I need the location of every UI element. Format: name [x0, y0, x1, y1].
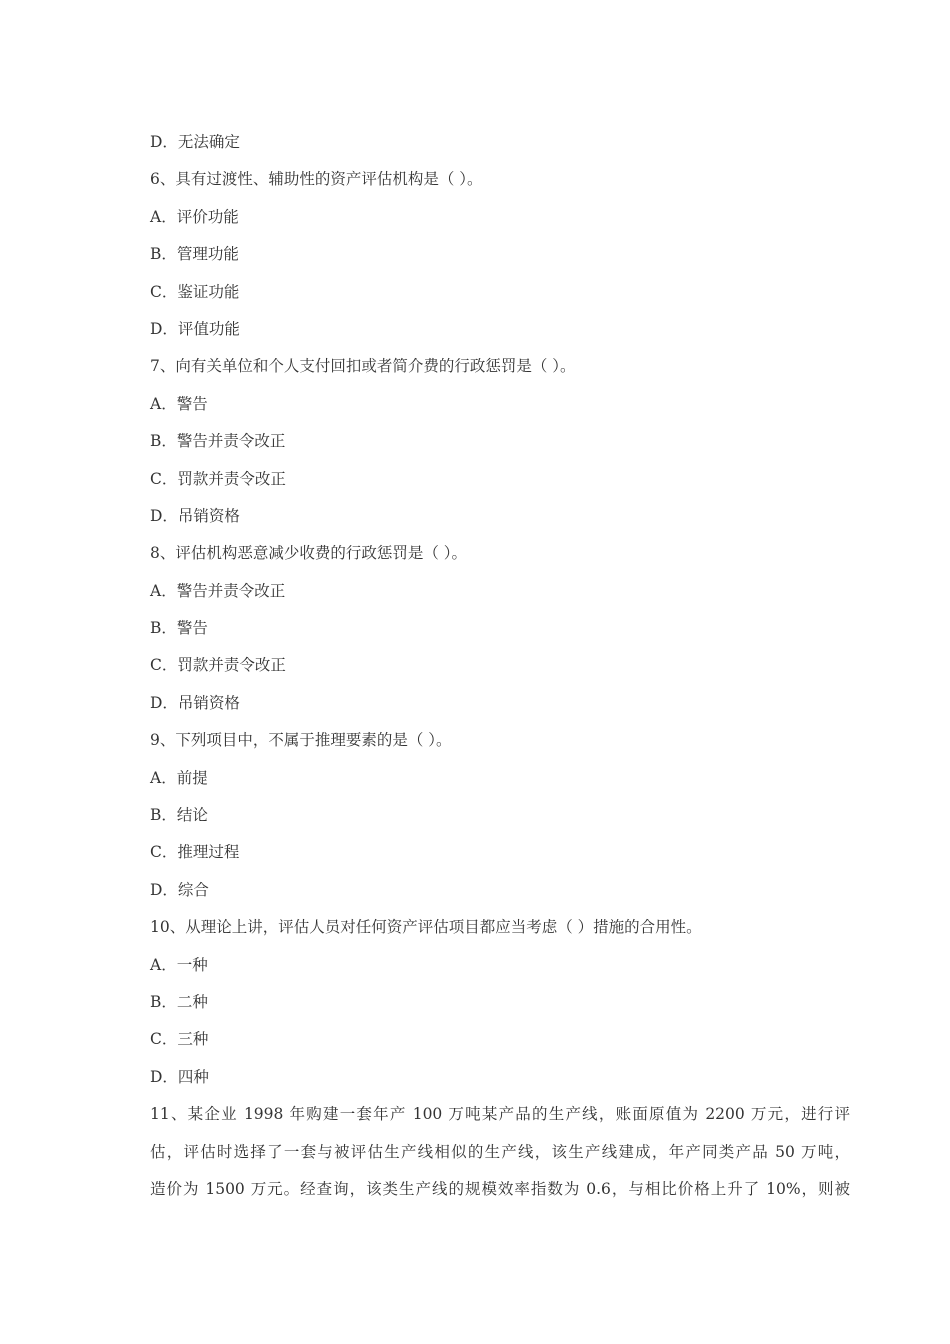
question-11-line-3: 造价为 1500 万元。经查询，该类生产线的规模效率指数为 0.6，与相比价格上升了 10%，则被 — [150, 1179, 850, 1198]
question-9: 9、下列项目中，不属于推理要素的是（ ）。 — [150, 731, 452, 750]
question-11 — [150, 1096, 850, 1208]
option-9a: A．前提 — [150, 768, 208, 787]
question-7: 7、向有关单位和个人支付回扣或者简介费的行政惩罚是（ ）。 — [150, 357, 576, 376]
option-8a: A．警告并责令改正 — [150, 581, 286, 600]
question-11-line-1: 11、某企业 1998 年购建一套年产 100 万吨某产品的生产线，账面原值为 2200 万元，进行评 — [150, 1105, 850, 1124]
document-page — [150, 124, 850, 1208]
question-11-line-2: 估，评估时选择了一套与被评估生产线相似的生产线，该生产线建成，年产同类产品 50 万吨， — [150, 1142, 850, 1161]
option-6b: B．管理功能 — [150, 245, 239, 264]
option-9d: D．综合 — [150, 880, 209, 899]
option-7b: B．警告并责令改正 — [150, 432, 286, 451]
option-9c: C．推理过程 — [150, 843, 240, 862]
option-7a: A．警告 — [150, 394, 208, 413]
option-10d: D．四种 — [150, 1067, 209, 1086]
option-10c: C．三种 — [150, 1030, 209, 1049]
option-7d: D．吊销资格 — [150, 506, 240, 525]
option-6d: D．评值功能 — [150, 319, 240, 338]
option-6c: C．鉴证功能 — [150, 282, 240, 301]
option-8c: C．罚款并责令改正 — [150, 656, 286, 675]
option-10b: B．二种 — [150, 992, 208, 1011]
question-8: 8、评估机构恶意减少收费的行政惩罚是（ ）。 — [150, 544, 468, 563]
option-6a: A．评价功能 — [150, 207, 239, 226]
option-5d: D．无法确定 — [150, 133, 240, 151]
option-8b: B．警告 — [150, 619, 208, 638]
option-9b: B．结论 — [150, 806, 208, 825]
question-6: 6、具有过渡性、辅助性的资产评估机构是（ ）。 — [150, 170, 483, 189]
option-8d: D．吊销资格 — [150, 693, 240, 712]
option-7c: C．罚款并责令改正 — [150, 469, 286, 488]
question-10: 10、从理论上讲，评估人员对任何资产评估项目都应当考虑（ ）措施的合用性。 — [150, 918, 702, 937]
option-10a: A．一种 — [150, 955, 208, 974]
